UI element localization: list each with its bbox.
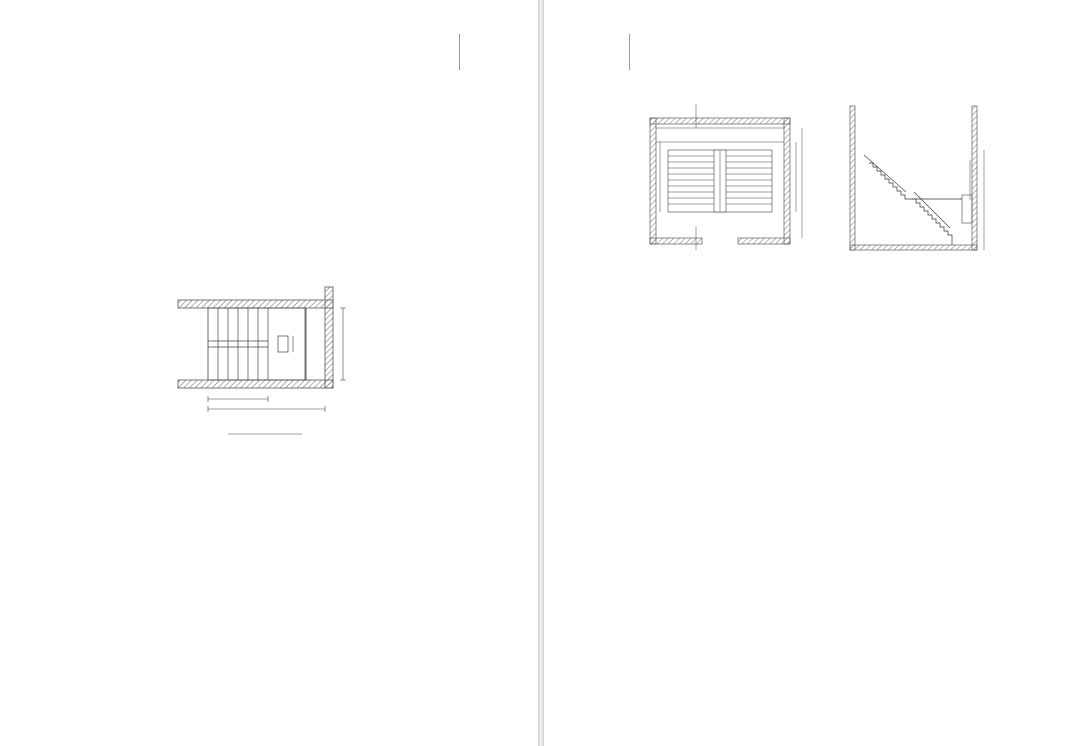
figure-4-2-stair-plan: [0, 0, 538, 746]
figure-4-3-stair-drawings: [544, 0, 1083, 746]
stair-section-drawing: [850, 106, 984, 250]
right-page: [544, 0, 1083, 746]
left-page: [0, 0, 538, 746]
stair-plan-drawing: [650, 104, 802, 250]
